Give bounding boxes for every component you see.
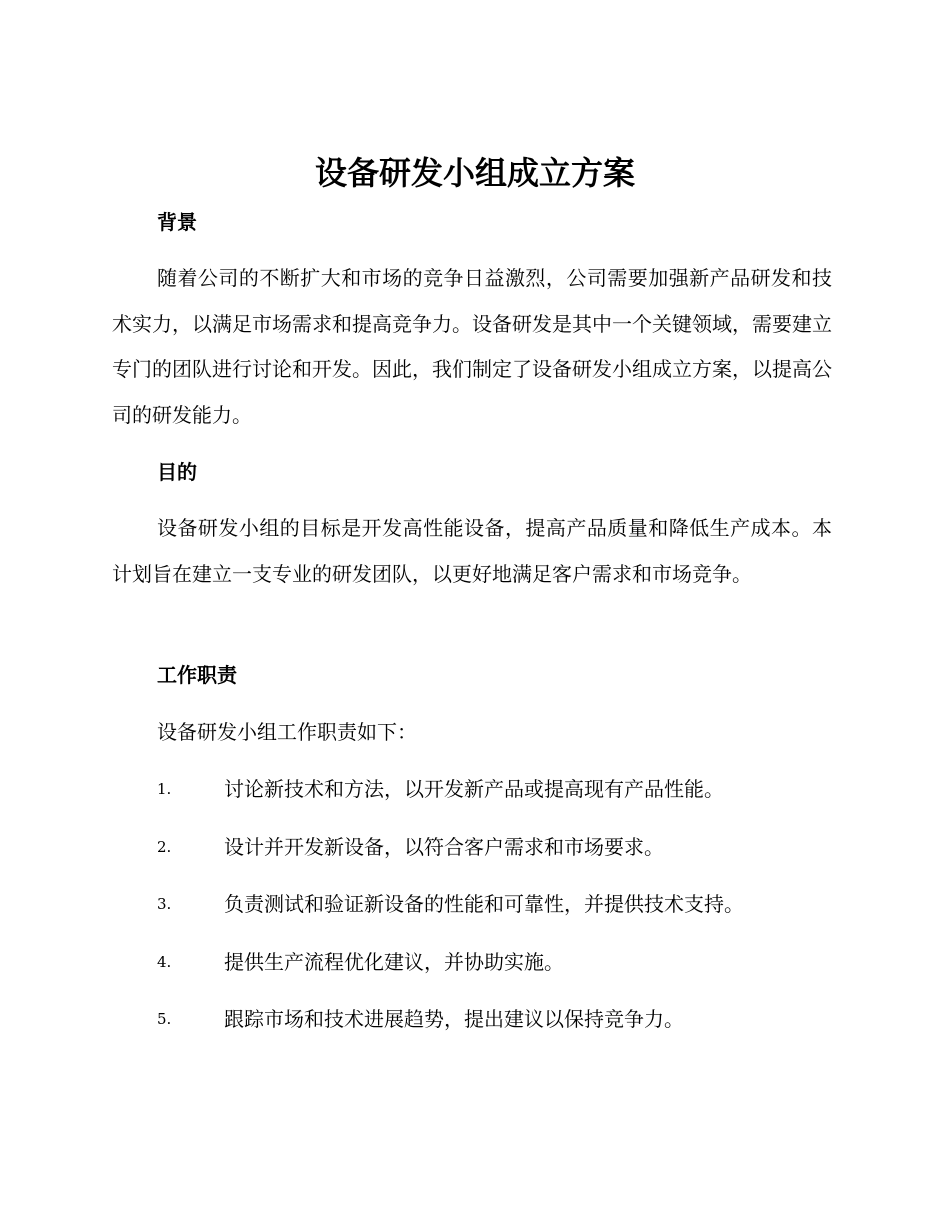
background-paragraph: 随着公司的不断扩大和市场的竞争日益激烈，公司需要加强新产品研发和技术实力，以满足市场需求和提高竞争力。设备研发是其中一个关键领域，需要建立专门的团队进行讨论和开发。因此，我们制定了设备研发小组成立方案，以提高公司的研发能力。 xyxy=(112,266,832,427)
list-number: 1. xyxy=(157,780,172,798)
list-item-text: 跟踪市场和技术进展趋势，提出建议以保持竞争力。 xyxy=(224,1007,684,1031)
list-number: 2. xyxy=(157,837,172,856)
list-item-text: 讨论新技术和方法，以开发新产品或提高现有产品性能。 xyxy=(224,777,724,801)
section-heading-purpose: 目的 xyxy=(157,460,197,484)
list-item-text: 提供生产流程优化建议，并协助实施。 xyxy=(224,949,564,974)
list-number: 4. xyxy=(157,952,172,971)
list-number: 5. xyxy=(157,1010,172,1028)
list-number: 3. xyxy=(157,895,172,913)
document-title: 设备研发小组成立方案 xyxy=(314,154,635,192)
section-heading-background: 背景 xyxy=(157,210,197,234)
duties-intro: 设备研发小组工作职责如下： xyxy=(157,720,417,744)
list-item-text: 设计并开发新设备，以符合客户需求和市场要求。 xyxy=(224,834,664,859)
list-item-text: 负责测试和验证新设备的性能和可靠性，并提供技术支持。 xyxy=(224,892,744,916)
purpose-paragraph: 设备研发小组的目标是开发高性能设备，提高产品质量和降低生产成本。本计划旨在建立一支专业的研发团队，以更好地满足客户需求和市场竞争。 xyxy=(112,516,832,586)
section-heading-duties: 工作职责 xyxy=(157,663,237,687)
